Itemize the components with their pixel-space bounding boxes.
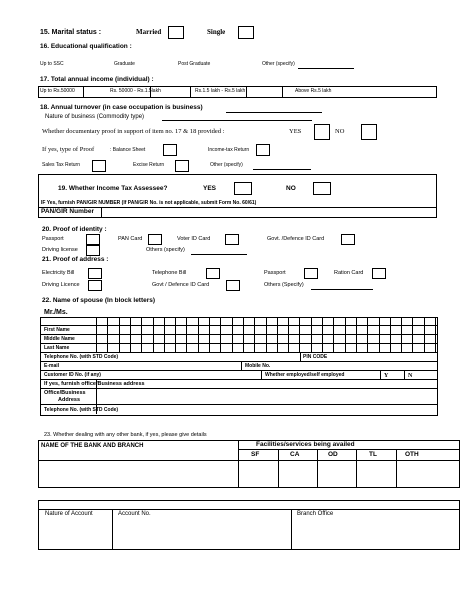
col-sf: SF: [251, 451, 260, 458]
divider: [238, 449, 459, 450]
divider: [40, 352, 438, 353]
char-cell-divider: [232, 317, 233, 352]
char-cell-divider: [299, 317, 300, 352]
office-tel-label: Telephone No. (with STD Code): [44, 407, 119, 413]
divider: [40, 388, 438, 389]
single-checkbox[interactable]: [238, 26, 254, 39]
itr-label: Income-tax Return: [208, 147, 250, 153]
char-cell-divider: [311, 317, 312, 352]
char-cell-divider: [153, 317, 154, 352]
identity-option: Voter ID Card: [177, 236, 211, 242]
row-divider: [96, 388, 97, 404]
tax-yes-checkbox[interactable]: [234, 182, 252, 195]
passport-checkbox[interactable]: [86, 234, 100, 245]
bank-name-header: NAME OF THE BANK AND BRANCH: [41, 443, 144, 449]
doc-proof-yes-label: YES: [289, 128, 302, 135]
other-bank-label: 23. Whether dealing with any other bank, if yes, please give details: [44, 432, 207, 438]
char-cell-divider: [412, 317, 413, 352]
turnover-line[interactable]: [226, 112, 322, 113]
business-nature-label: Nature of business (Commodity type): [45, 114, 145, 120]
sales-tax-label: Sales Tax Return: [42, 162, 80, 168]
education-option: Post Graduate: [178, 61, 211, 67]
identity-option: Passport: [42, 236, 64, 242]
char-cell-divider: [119, 317, 120, 352]
address-option: Ration Card: [334, 270, 364, 276]
char-cell-divider: [266, 317, 267, 352]
employed-n[interactable]: N: [408, 373, 413, 379]
tax-question: 19. Whether Income Tax Assessee?: [58, 185, 168, 192]
char-cell-divider: [345, 317, 346, 352]
char-cell-divider: [220, 317, 221, 352]
divider: [38, 207, 437, 208]
divider: [83, 86, 84, 97]
col-od: OD: [328, 451, 338, 458]
single-label: Single: [207, 28, 226, 36]
char-cell-divider: [379, 317, 380, 352]
char-cell-divider: [243, 317, 244, 352]
address-option: Govt / Defence ID Card: [152, 282, 210, 288]
doc-proof-yes-checkbox[interactable]: [314, 124, 330, 140]
last-name-label: Last Name: [44, 345, 70, 351]
spouse-title-label: Mr./Ms.: [44, 309, 68, 316]
address-option: Others (Specify): [264, 282, 304, 288]
divider: [356, 449, 357, 487]
identity-option: PAN Card: [118, 236, 143, 242]
govt-id-checkbox[interactable]: [341, 234, 355, 245]
employed-label: Whether employed/self employed: [265, 372, 345, 378]
char-cell-divider: [175, 317, 176, 352]
doc-proof-no-checkbox[interactable]: [361, 124, 377, 140]
income-range: Rs.1.5 lakh - Rs.5 lakh: [195, 88, 246, 94]
office-label-1: Office/Business: [44, 390, 86, 396]
divider: [101, 207, 102, 217]
spouse-tel-label: Telephone No. (with STD Code): [44, 354, 119, 360]
business-nature-line[interactable]: [162, 120, 312, 121]
divider: [246, 86, 247, 97]
col-oth: OTH: [405, 451, 419, 458]
row-divider: [241, 361, 242, 370]
electricity-checkbox[interactable]: [88, 268, 102, 279]
tax-no-checkbox[interactable]: [313, 182, 331, 195]
row-divider: [380, 370, 381, 379]
divider: [40, 370, 438, 371]
char-cell-divider: [435, 317, 436, 352]
address-govt-id-checkbox[interactable]: [226, 280, 240, 291]
char-cell-divider: [401, 317, 402, 352]
ration-card-checkbox[interactable]: [372, 268, 386, 279]
divider: [190, 86, 191, 97]
balance-sheet-checkbox[interactable]: [163, 144, 177, 156]
divider: [40, 361, 438, 362]
office-label-2: Address: [58, 397, 81, 403]
married-label: Married: [136, 28, 162, 36]
balance-sheet-label: : Balance Sheet: [110, 147, 146, 153]
char-cell-divider: [130, 317, 131, 352]
address-other-line[interactable]: [311, 289, 373, 290]
address-option: Passport: [264, 270, 286, 276]
char-cell-divider: [186, 317, 187, 352]
row-divider: [404, 370, 405, 379]
pnb-col-nature: Nature of Account: [45, 511, 93, 517]
income-range: Rs. 50000 - Rs.1.5lakh: [110, 88, 161, 94]
divider: [278, 449, 279, 487]
marital-status-label: 15. Marital status :: [40, 29, 102, 36]
char-cell-divider: [209, 317, 210, 352]
proof-other-label: Other (specify): [210, 162, 243, 168]
pan-note: IF Yes, furnish PAN/GIR NUMBER (If PAN/GIR No. is not applicable, submit Form No. 60/61): [41, 200, 257, 206]
tax-section-box: [38, 174, 437, 218]
doc-proof-question: Whether documentary proof in support of item no. 17 & 18 provided :: [42, 128, 225, 135]
divider: [282, 86, 283, 97]
char-cell-divider: [424, 317, 425, 352]
char-cell-divider: [333, 317, 334, 352]
customer-id-label: Customer ID No. (if any): [44, 372, 101, 378]
sales-tax-checkbox[interactable]: [92, 160, 106, 172]
address-driving-checkbox[interactable]: [88, 280, 102, 291]
telephone-bill-checkbox[interactable]: [206, 268, 220, 279]
education-option: Up to SSC: [40, 61, 64, 67]
col-ca: CA: [290, 451, 300, 458]
char-cell-divider: [356, 317, 357, 352]
divider: [238, 440, 239, 487]
divider: [40, 379, 438, 380]
pnb-col-account: Account No.: [118, 511, 151, 517]
proof-other-line[interactable]: [253, 169, 311, 170]
char-cell-divider: [277, 317, 278, 352]
employed-y[interactable]: Y: [384, 373, 389, 379]
divider: [317, 449, 318, 487]
income-range: Up to Rs.50000: [40, 88, 75, 94]
divider: [291, 509, 292, 549]
row-divider: [261, 370, 262, 379]
pnb-table: [38, 500, 460, 550]
identity-option: Driving license: [42, 247, 78, 253]
pin-code-label: PIN CODE: [303, 354, 328, 360]
middle-name-label: Middle Name: [44, 336, 75, 342]
char-cell-divider: [254, 317, 255, 352]
address-label: 21. Proof of address :: [42, 256, 109, 263]
identity-option: Others (specify): [146, 247, 185, 253]
divider: [38, 509, 459, 510]
itr-checkbox[interactable]: [256, 144, 270, 156]
char-cell-divider: [288, 317, 289, 352]
char-cell-divider: [198, 317, 199, 352]
char-cell-divider: [141, 317, 142, 352]
doc-proof-no-label: NO: [335, 128, 345, 135]
divider: [112, 509, 113, 549]
income-range: Above Rs.5 lakh: [295, 88, 332, 94]
divider: [396, 449, 397, 487]
turnover-label: 18. Annual turnover (in case occupation is business): [40, 104, 203, 111]
tax-no-label: NO: [286, 185, 296, 192]
char-cell-divider: [164, 317, 165, 352]
driving-license-checkbox[interactable]: [86, 245, 100, 256]
first-name-label: First Name: [44, 327, 70, 333]
mobile-label: Mobile No.: [245, 363, 271, 369]
char-cell-divider: [96, 317, 97, 352]
spouse-label: 22. Name of spouse (In block letters): [42, 297, 156, 304]
char-cell-divider: [107, 317, 108, 352]
office-question: If yes, furnish office/Business address: [44, 381, 145, 387]
row-divider: [300, 352, 301, 361]
char-cell-divider: [322, 317, 323, 352]
education-other-line[interactable]: [298, 68, 354, 69]
col-tl: TL: [369, 451, 377, 458]
char-cell-divider: [367, 317, 368, 352]
voter-id-checkbox[interactable]: [225, 234, 239, 245]
identity-option: Govt. /Defence ID Card: [267, 236, 325, 242]
address-option: Electricity Bill: [42, 270, 75, 276]
pnb-col-branch: Branch Office: [297, 511, 334, 517]
address-passport-checkbox[interactable]: [304, 268, 318, 279]
address-option: Driving Licence: [42, 282, 80, 288]
identity-label: 20. Proof of identity :: [42, 226, 107, 233]
divider: [40, 404, 438, 405]
excise-checkbox[interactable]: [175, 160, 189, 172]
income-label: 17. Total annual income (individual) :: [40, 76, 154, 83]
facilities-header: Facilities/services being availed: [256, 441, 355, 448]
identity-other-line[interactable]: [191, 254, 247, 255]
proof-type-label: If yes, type of Proof: [42, 146, 95, 153]
excise-label: Excise Return: [133, 162, 165, 168]
address-option: Telephone Bill: [152, 270, 187, 276]
education-option: Other (specify): [262, 61, 295, 67]
education-label: 16. Educational qualification :: [40, 43, 132, 50]
married-checkbox[interactable]: [168, 26, 184, 39]
tax-yes-label: YES: [203, 185, 217, 192]
pan-label: PAN/GIR Number: [41, 208, 94, 215]
email-label: E-mail: [44, 363, 60, 369]
char-cell-divider: [390, 317, 391, 352]
education-option: Graduate: [114, 61, 135, 67]
pan-card-checkbox[interactable]: [148, 234, 162, 245]
